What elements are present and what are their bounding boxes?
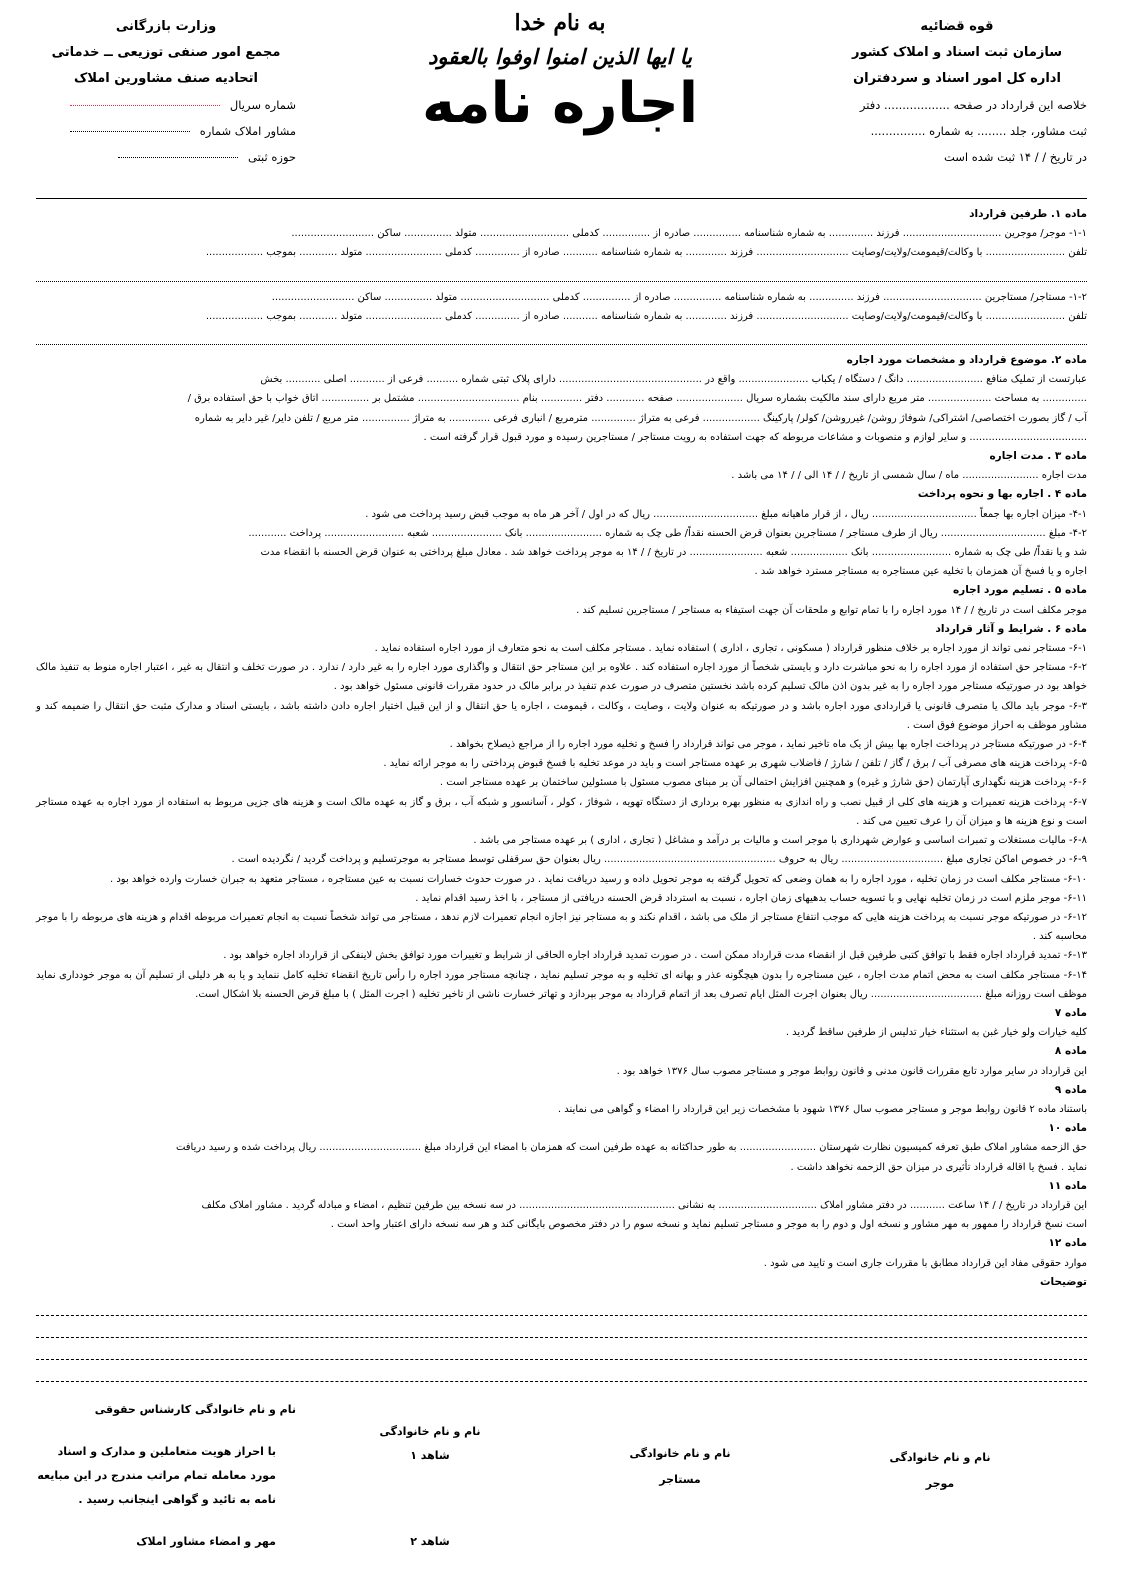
agent-row <box>36 118 296 144</box>
tenant-name-label: نام و نام خانوادگی <box>629 1447 731 1460</box>
article-6-11: ۶-۱۱- موجر ملزم است در زمان تخلیه نهایی و با تسویه حساب بدهیهای زمان اجاره ، نسبت به استرداد قرض الحسنه دریافتی از مستاجر ، با اخذ رسید اقدام نماید . <box>415 892 1087 904</box>
article-6-3: ۶-۳- موجر باید مالک یا متصرف قانونی یا قراردادی مورد اجاره باشد و در صورتیکه به عنوان ولایت ، وصایت ، وکالت ، قیمومت ، اجاره یا حق انتقال و از این قبیل اختیار اجاره دادن داشته باشد ، بایستی اسناد و مدارک مثبت حق انتقال را ضمیمه کند و مشاور موظف به احراز موضوع فوق است . <box>36 700 1087 731</box>
witness-2-label: شاهد ۲ <box>410 1535 450 1548</box>
article-6-9: ۶-۹- در خصوص اماکن تجاری مبلغ ................................ ریال به حروف ...................................................... ریال بعنوان حق سرقفلی توسط مستاجر به موجرتسلیم و پرداخت گردید / نگردیده است . <box>231 854 1087 866</box>
registration-date-line: در تاریخ / / ۱۴ ثبت شده است <box>943 150 1087 164</box>
landlord-name-label: نام و نام خانوادگی <box>889 1451 991 1464</box>
article-10-line1: حق الزحمه مشاور املاک طبق تعرفه کمیسیون نظارت شهرستان ........................ به طور حداکثانه به عهده طرفین است که همزمان با امضاء این قرارداد مبلغ ................................ ریال پرداخت شده و رسید دریافت <box>175 1142 1087 1154</box>
article-6-7: ۶-۷- پرداخت هزینه تعمیرات و هزینه های کلی از قبیل نصب و راه اندازی به منظور بهره برداری از دستگاه تهویه ، شوفاژ ، کولر ، آسانسور و شبکه آب ، برق و گاز به عهده مالک است و هزینه های جزیی مربوط به استفاده از مورد اجاره به عهده مستاجر است و نوع هزینه ها و میزان آن را عرف تعیین می کند . <box>36 796 1087 827</box>
agent-label: مشاور املاک شماره <box>199 124 296 138</box>
registration-org: سازمان ثبت اسناد و املاک کشور <box>851 45 1063 60</box>
article-2-line3: آب / گاز بصورت اختصاصی/ اشتراکی/ شوفاژ روشن/ غیرروشن/ کولر/ پارکینگ .................. فرعی به متراژ .............. مترمربع / انباری فرعی ............. به متراژ ............... متر مربع / تلفن دایر/ غیر دایر به شماره <box>194 412 1087 424</box>
registration-volume-line: ثبت مشاور، جلد ........ به شماره ............... <box>870 124 1087 138</box>
article-6-10: ۶-۱۰- مستاجر مکلف است در زمان تخلیه ، مورد اجاره را به همان وضعی که تحویل گرفته به موجر تحویل داده و رسید دریافت نماید . در صورت حدوث خسارات نسبت به عین مستاجره ، مستاجر متعهد به جبران خسارت وارده خواهد بود . <box>109 873 1087 885</box>
description-line[interactable] <box>36 1340 1087 1360</box>
serial-row <box>36 92 296 118</box>
article-3-title: ماده ۳ . مدت اجاره <box>989 450 1087 463</box>
article-8-title: ماده ۸ <box>1054 1045 1087 1058</box>
contract-body <box>36 205 1087 1384</box>
expert-name-label: نام و نام خانوادگی کارشناس حقوقی <box>94 1403 296 1416</box>
zone-label: حوزه ثبتی <box>247 150 296 164</box>
article-6-6: ۶-۶- پرداخت هزینه نگهداری آپارتمان (حق شارژ و غیره) و همچنین افزایش احتمالی آن بر مبنای مصوب مسئول با مسئولین ساختمان بر عهده مستاجر است . <box>439 777 1087 789</box>
description-lines <box>36 1296 1087 1382</box>
article-2-title: ماده ۲. موضوع قرارداد و مشخصات مورد اجاره <box>846 354 1087 367</box>
article-4-1: ۴-۱- میزان اجاره بها جمعاً ................................. ریال ، از قرار ماهیانه مبلغ ................................. ریال که در اول / آخر هر ماه به موجب قبض رسید پرداخت می شود . <box>365 508 1087 520</box>
expert-certification-text: با احراز هویت متعاملین و مدارک و اسناد مورد معامله تمام مراتب مندرج در این مبایعه نامه به تائید و گواهی اینجانب رسید . <box>37 1445 276 1506</box>
article-8-line1: این قرارداد در سایر موارد تابع مقررات قانون مدنی و قانون روابط موجر و مستاجر مصوب سال ۱۳۷۶ خواهد بود . <box>616 1065 1087 1077</box>
judiciary-title: قوه قضائیه <box>920 19 994 34</box>
tenant-label: مستاجر <box>659 1473 701 1486</box>
article-2-line4: ..................................... و سایر لوازم و منصوبات و مشاعات مربوطه که جهت استفاده به رویت مستاجر / مستاجرین رسیده و مورد قبول قرار گرفته است . <box>423 431 1087 443</box>
article-10-line2: نماید . فسخ یا اقاله قرارداد تأثیری در میزان حق الزحمه نخواهد داشت . <box>790 1161 1087 1173</box>
article-6-title: ماده ۶ . شرایط و آثار قرارداد <box>935 622 1087 635</box>
description-line[interactable] <box>36 1296 1087 1316</box>
zone-field[interactable] <box>118 157 238 158</box>
header-divider <box>36 198 1087 199</box>
article-6-14: ۶-۱۴- مستاجر مکلف است به محض اتمام مدت اجاره ، عین مستاجره را بدون هیچگونه عذر و بهانه ای تخلیه و به موجر تسلیم نماید ، چنانچه مستاجر مورد اجاره را رأس تاریخ انقضاء تخلیه کامل ننماید و یا به هر دلیلی از تسلیم آن به موجر خودداری نماید موظف است روزانه مبلغ ................................... ریال بعنوان اجرت المثل ایام تصرف بعد از اتمام قرارداد به موجر بپردازد و تهاتر خسارت ناشی از تاخیر تخلیه ( اجرت المثل ) با مبلغ قرض الحسنه بلا اشکال است. <box>36 969 1087 1000</box>
article-6-1: ۶-۱- مستاجر نمی تواند از مورد اجاره بر خلاف منظور قرارداد ( مسکونی ، تجاری ، اداری ) استفاده نماید . مستاجر مکلف است به نحو متعارف از مورد اجاره استفاده نماید . <box>374 643 1087 655</box>
article-6-8: ۶-۸- مالیات مستغلات و تمبرات اساسی و عوارض شهرداری با موجر است و مالیات بر درآمد و مشاغل ( تجاری ، اداری ) بر عهده مستاجر می باشد . <box>473 835 1087 847</box>
article-1-2b: تلفن ......................... با وکالت/قیمومت/ولایت/وصایت ............................. فرزند ............. به شماره شناسنامه ........... صادره از .............. کدملی ........................ متولد ............ بموجب .................. <box>205 310 1087 322</box>
agent-number-field[interactable] <box>70 131 190 132</box>
page-title: اجاره نامه <box>421 71 699 136</box>
header-center <box>380 10 740 136</box>
article-2-line2: .............. به مساحت .................... متر مربع دارای سند مالکیت بشماره سریال ..................... صفحه ............ دفتر ............. بنام ................................ مشتمل بر ............... اتاق خواب با حق استفاده برق / <box>187 393 1087 405</box>
article-4-2a: ۴-۲- مبلغ ................................. ریال از طرف مستاجر / مستاجرین بعنوان قرض الحسنه نقداً/ طی چک به شماره ........................ بانک ...................... شعبه ......................... پرداخت ............ <box>248 527 1087 539</box>
article-5-line1: موجر مکلف است در تاریخ / / ۱۴ مورد اجاره را با تمام توابع و ملحقات آن جهت استیفاء به مستاجر / مستاجرین تسلیم کند . <box>576 604 1087 616</box>
article-6-2: ۶-۲- مستاجر حق استفاده از مورد اجاره را به نحو مباشرت دارد و بایستی شخصاً از مورد اجاره استفاده کند . علاوه بر این مستاجر حق انتقال و واگذاری مورد اجاره را به غیر دارد / ندارد . در صورت تخلف و انتقال به غیر ، اعتبار اجاره منوط به تنفیذ مالک خواهد بود در صورتیکه مستاجر مورد اجاره را به غیر بدون اذن مالک تسلیم کرده باشد نخستین متصرف در صورت عدم تنفیذ در برابر مالک در حدود مقررات قانونی مسئول خواهد بود . <box>36 662 1087 693</box>
description-line[interactable] <box>36 1362 1087 1382</box>
article-1-1b: تلفن ......................... با وکالت/قیمومت/ولایت/وصایت ............................. فرزند ............. به شماره شناسنامه ........... صادره از .............. کدملی ........................ متولد ............ بموجب .................. <box>205 247 1087 259</box>
description-line[interactable] <box>36 1318 1087 1338</box>
article-6-13: ۶-۱۳- تمدید قرارداد اجاره فقط با توافق کتبی طرفین قبل از انقضاء مدت قرارداد ممکن است . در صورت تمدید قرارداد اجاره الحاقی از شرایط و تغییرات مورد توافق بخش لاینفکی از قرارداد اجاره خواهد بود . <box>223 950 1087 962</box>
ayah-text: یا ایها الذین امنوا اوفوا بالعقود <box>427 44 693 69</box>
article-2-line1: عبارتست از تملیک منافع ........................ دانگ / دستگاه / یکباب ...................... واقع در ............................................. دارای پلاک ثبتی شماره .......... فرعی از ........... اصلی ........... بخش <box>260 374 1087 386</box>
article-1-title: ماده ۱. طرفین قرارداد <box>969 208 1087 220</box>
bismillah: به نام خدا <box>514 10 606 36</box>
article-6-4: ۶-۴- در صورتیکه مستاجر در پرداخت اجاره بها بیش از یک ماه تاخیر نماید ، موجر می تواند قرارداد را فسخ و تخلیه مورد اجاره را از مراجع ذیصلاح بخواهد . <box>449 739 1087 751</box>
article-7-line1: کلیه خیارات ولو خیار غبن به استثناء خیار تدلیس از طرفین ساقط گردید . <box>785 1027 1087 1039</box>
article-5-title: ماده ۵ . تسلیم مورد اجاره <box>952 584 1087 597</box>
article-6-5: ۶-۵- پرداخت هزینه های مصرفی آب / برق / گاز / تلفن / شارژ / فاضلاب شهری بر عهده مستاجر است و باید در موعد تخلیه با فسخ قبوض پرداختی را به موجر ارائه نماید . <box>383 758 1087 770</box>
article-12-line1: موارد حقوقی مفاد این قرارداد مطابق با مقررات جاری است و تایید می شود . <box>763 1257 1087 1269</box>
article-1-1a: ۱-۱- موجر/ موجرین ............................... فرزند .............. به شماره شناسنامه ............... صادره از ............... کدملی ............................ متولد ............... ساکن .......................... <box>291 228 1087 240</box>
article-11-line2: است نسخ قرارداد را ممهور به مهر مشاور و نسخه اول و دوم را به موجر و مستاجر تسلیم نماید و نسخه سوم را در دفتر مخصوص بایگانی کند و هر سه نسخه دارای اعتبار واحد است . <box>330 1219 1087 1231</box>
guild-assembly: مجمع امور صنفی توزیعی ــ خدماتی <box>51 45 281 60</box>
article-9-title: ماده ۹ <box>1054 1083 1087 1096</box>
article-4-2b: شد و یا نقداً/ طی چک به شماره ......................... بانک .................. شعبه ....................... در تاریخ / / ۱۴ به موجر پرداخت خواهد شد . معادل مبلغ پرداختی به عنوان قرض الحسنه با انقضاء مدت <box>260 547 1087 559</box>
article-1-2a: ۱-۲- مستاجر/ مستاجرین ............................... فرزند .............. به شماره شناسنامه ............... صادره از ............... کدملی ............................ متولد ............... ساکن .......................... <box>271 291 1087 303</box>
zone-row <box>36 144 296 170</box>
agent-stamp-label: مهر و امضاء مشاور املاک <box>136 1535 276 1548</box>
article-10-title: ماده ۱۰ <box>1048 1122 1087 1135</box>
article-4-title: ماده ۴ . اجاره بها و نحوه پرداخت <box>917 488 1087 501</box>
article-11-line1: این قرارداد در تاریخ / / ۱۴ ساعت ........... در دفتر مشاور املاک ............................... به نشانی ................................................. در سه نسخه بین طرفین تنظیم ، امضاء و مبادله گردید . مشاور املاک مکلف <box>201 1199 1087 1211</box>
blank-line[interactable] <box>36 267 1087 282</box>
article-9-line1: باستناد ماده ۲ قانون روابط موجر و مستاجر مصوب سال ۱۳۷۶ شهود با مشخصات زیر این قرارداد را امضاء و گواهی می نمایند . <box>557 1103 1087 1115</box>
description-title: توضیحات <box>1039 1275 1087 1288</box>
ministry-title: وزارت بازرگانی <box>115 19 217 34</box>
article-6-12: ۶-۱۲- در صورتیکه موجر نسبت به پرداخت هزینه هایی که موجب انتفاع مستاجر از ملک می باشد ، اقدام نکند و به مستاجر نیز اجازه انجام تعمیرات لازم ندهد ، مستاجر می تواند شخصاً نسبت به انجام تعمیرات مربوطه اقدام و هزینه های مربوطه را با موجر محاسبه کند . <box>36 911 1087 943</box>
article-4-2c: اجاره و یا فسخ آن همزمان با تخلیه عین مستاجره به مستاجر مسترد خواهد شد . <box>754 566 1087 578</box>
header-right <box>757 14 1087 170</box>
union-title: اتحادیه صنف مشاورین املاک <box>74 71 258 86</box>
blank-line[interactable] <box>36 330 1087 345</box>
serial-field[interactable] <box>70 105 220 106</box>
article-3-line1: مدت اجاره ........................ ماه / سال شمسی از تاریخ / / ۱۴ الی / / ۱۴ می باشد . <box>731 470 1087 482</box>
article-11-title: ماده ۱۱ <box>1048 1179 1087 1192</box>
header-left <box>36 14 296 170</box>
summary-page-line: خلاصه این قرارداد در صفحه .................. دفتر <box>859 98 1087 112</box>
witness-name-label: نام و نام خانوادگی <box>379 1425 481 1438</box>
witness-1-label: شاهد ۱ <box>410 1449 450 1462</box>
landlord-label: موجر <box>925 1477 955 1490</box>
article-7-title: ماده ۷ <box>1054 1006 1087 1019</box>
serial-label: شماره سریال <box>229 98 296 112</box>
article-12-title: ماده ۱۲ <box>1048 1237 1087 1250</box>
notary-dept: اداره کل امور اسناد و سردفتران <box>853 71 1061 86</box>
